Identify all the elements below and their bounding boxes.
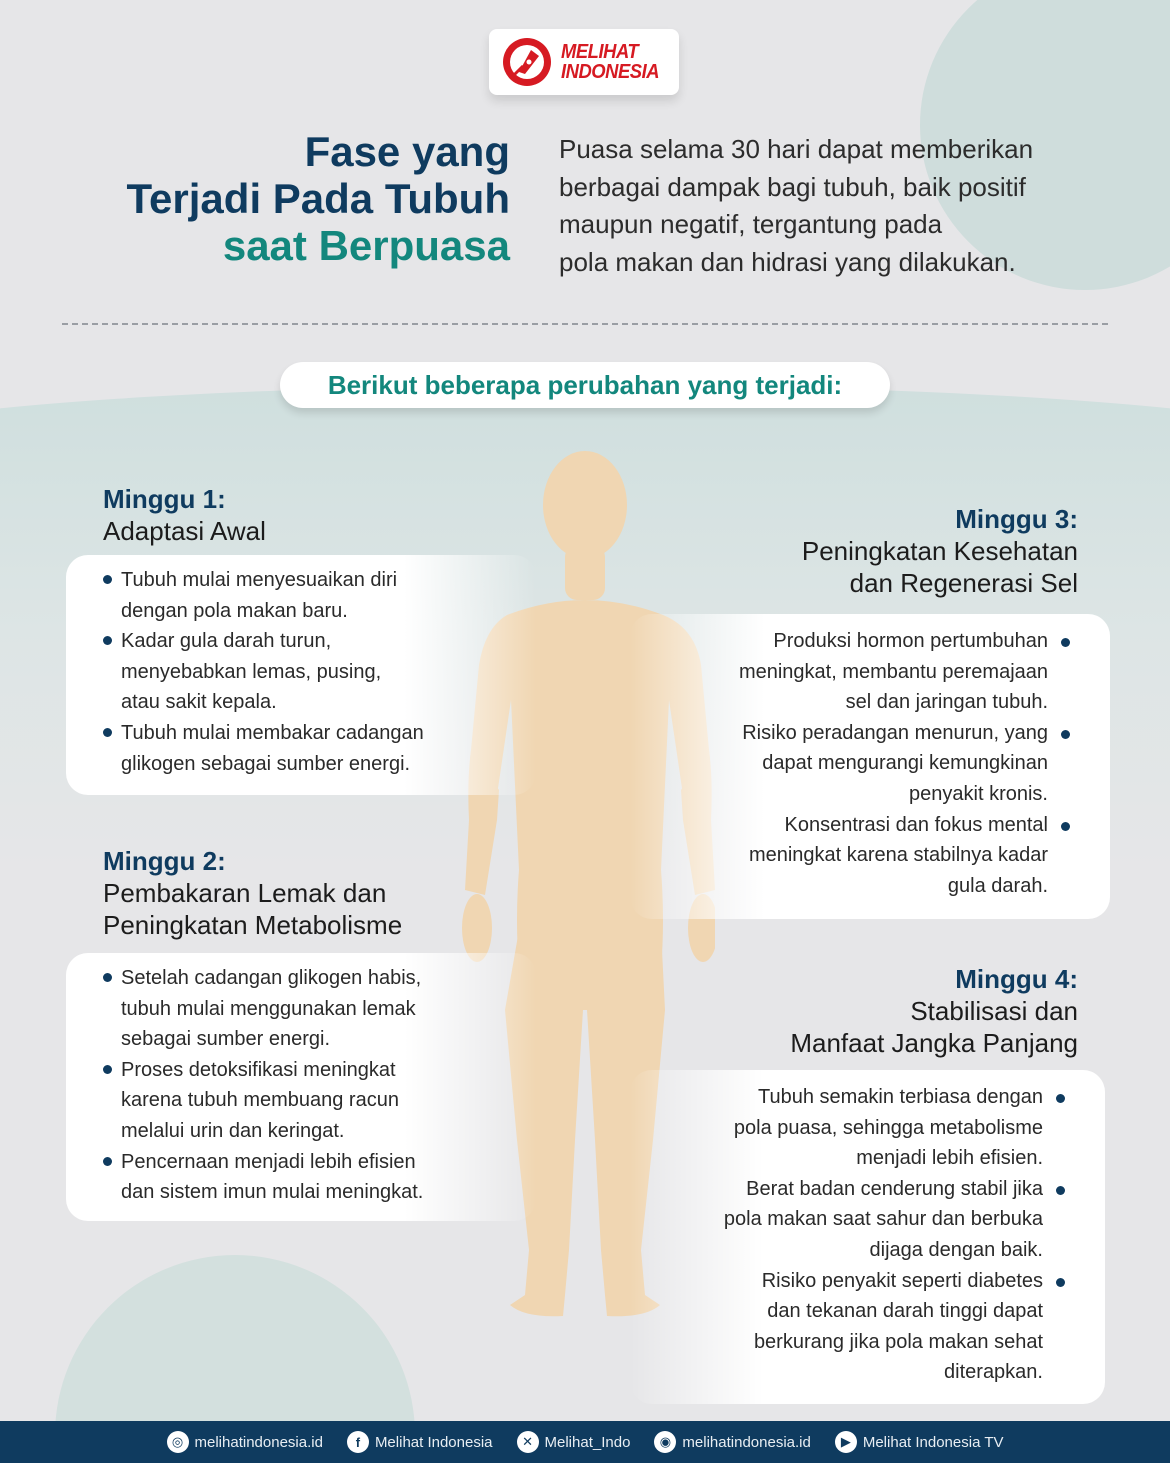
list-item-line: sebagai sumber energi. <box>121 1028 331 1051</box>
list-item-line: Kadar gula darah turun, <box>121 630 332 653</box>
week-4-title-line: Manfaat Jangka Panjang <box>790 1028 1078 1058</box>
list-item-line: gula darah. <box>947 874 1048 897</box>
brand-logo[interactable] <box>489 29 679 95</box>
list-item-line: sel dan jaringan tubuh. <box>845 691 1048 714</box>
week-3-label: Minggu 3: <box>955 504 1078 534</box>
week-2-heading <box>103 845 402 941</box>
week-2-list <box>103 963 536 1208</box>
week-2-label: Minggu 2: <box>103 846 226 876</box>
list-item <box>103 1055 536 1147</box>
footer-link-text: Melihat Indonesia TV <box>862 1433 1004 1451</box>
list-item-line: Pencernaan menjadi lebih efisien <box>121 1150 416 1173</box>
list-item-line: menyebabkan lemas, pusing, <box>121 660 382 683</box>
footer-link-youtube[interactable] <box>835 1431 1004 1453</box>
intro-line: pola makan dan hidrasi yang dilakukan. <box>559 246 1016 277</box>
list-item <box>630 810 1070 902</box>
footer-link-text: Melihat Indonesia <box>374 1433 493 1451</box>
week-1-heading <box>103 483 266 547</box>
list-item <box>103 565 536 626</box>
list-item-line: tubuh mulai menggunakan lemak <box>121 997 416 1020</box>
list-item <box>630 718 1070 810</box>
week-4-label: Minggu 4: <box>955 964 1078 994</box>
page-title <box>127 128 510 269</box>
globe-icon: ◎ <box>167 1431 189 1453</box>
week-3-title-line: Peningkatan Kesehatan <box>801 536 1078 566</box>
brand-wordmark <box>561 42 659 82</box>
week-4-heading <box>790 963 1078 1059</box>
list-item-line: Tubuh semakin terbiasa dengan <box>758 1086 1043 1108</box>
week-4-list <box>630 1082 1065 1388</box>
footer-link-text: Melihat_Indo <box>544 1433 631 1451</box>
list-item-line: Risiko peradangan menurun, yang <box>742 721 1048 744</box>
intro-line: maupun negatif, tergantung pada <box>559 209 943 239</box>
youtube-icon: ▶ <box>835 1431 857 1453</box>
list-item-line: Tubuh mulai menyesuaikan diri <box>121 569 398 591</box>
week-4-card <box>630 1070 1105 1404</box>
week-3-list <box>630 626 1070 901</box>
list-item-line: dengan pola makan baru. <box>121 599 348 622</box>
list-item-line: Tubuh mulai membakar cadangan <box>121 721 424 744</box>
list-item-line: dan tekanan darah tinggi dapat <box>767 1300 1043 1323</box>
list-item-line: Konsentrasi dan fokus mental <box>784 813 1048 836</box>
footer-link-text: melihatindonesia.id <box>194 1433 323 1451</box>
list-item-line: pola puasa, sehingga metabolisme <box>733 1116 1043 1139</box>
list-item-line: Setelah cadangan glikogen habis, <box>121 967 422 989</box>
week-3-card <box>630 614 1110 919</box>
list-item-line: melalui urin dan keringat. <box>121 1119 345 1142</box>
subtitle-pill <box>280 362 890 408</box>
list-item-line: karena tubuh membuang racun <box>121 1089 399 1112</box>
week-3-heading <box>802 503 1078 599</box>
week-1-title: Adaptasi Awal <box>103 516 266 546</box>
title-line-3: saat Berpuasa <box>222 222 510 269</box>
title-line-1: Fase yang <box>304 128 510 175</box>
brand-line-1: MELIHAT <box>561 41 639 63</box>
list-item-line: berkurang jika pola makan sehat <box>753 1330 1043 1353</box>
list-item <box>630 1082 1065 1174</box>
brand-line-2: INDONESIA <box>561 61 660 83</box>
pen-nib-logo-icon <box>501 36 553 88</box>
list-item <box>103 963 536 1055</box>
list-item-line: meningkat karena stabilnya kadar <box>748 844 1048 867</box>
list-item <box>630 626 1070 718</box>
social-footer <box>0 1421 1170 1463</box>
list-item-line: dapat mengurangi kemungkinan <box>762 752 1048 775</box>
list-item-line: penyakit kronis. <box>909 782 1048 805</box>
list-item-line: menjadi lebih efisien. <box>856 1147 1043 1170</box>
list-item-line: meningkat, membantu peremajaan <box>738 660 1048 683</box>
list-item-line: Produksi hormon pertumbuhan <box>773 630 1048 652</box>
week-4-title-line: Stabilisasi dan <box>910 996 1078 1026</box>
list-item-line: diterapkan. <box>944 1361 1043 1384</box>
week-2-card <box>66 953 536 1221</box>
week-1-list <box>103 565 536 779</box>
list-item-line: dan sistem imun mulai meningkat. <box>121 1181 424 1204</box>
list-item-line: Risiko penyakit seperti diabetes <box>761 1269 1043 1292</box>
intro-paragraph <box>559 131 1079 281</box>
week-2-title-line: Pembakaran Lemak dan <box>103 878 387 908</box>
footer-link-facebook[interactable] <box>347 1431 493 1453</box>
list-item <box>103 1147 536 1208</box>
facebook-icon: f <box>347 1431 369 1453</box>
list-item <box>103 718 536 779</box>
dashed-divider <box>62 323 1108 325</box>
list-item-line: Berat badan cenderung stabil jika <box>746 1177 1043 1200</box>
list-item-line: glikogen sebagai sumber energi. <box>121 752 411 775</box>
list-item-line: dijaga dengan baik. <box>869 1238 1043 1261</box>
week-2-title-line: Peningkatan Metabolisme <box>103 910 403 940</box>
intro-line: Puasa selama 30 hari dapat memberikan <box>559 134 1034 164</box>
subtitle-text: Berikut beberapa perubahan yang terjadi: <box>327 369 843 400</box>
week-3-title-line: dan Regenerasi Sel <box>849 568 1078 598</box>
x-icon: ✕ <box>517 1431 539 1453</box>
list-item <box>630 1174 1065 1266</box>
list-item <box>103 626 536 718</box>
footer-link-x[interactable] <box>517 1431 631 1453</box>
week-1-card <box>66 555 536 795</box>
footer-link-instagram[interactable] <box>654 1431 810 1453</box>
list-item-line: Proses detoksifikasi meningkat <box>121 1058 396 1081</box>
week-1-label: Minggu 1: <box>103 484 226 514</box>
list-item-line: atau sakit kepala. <box>121 691 277 714</box>
list-item <box>630 1266 1065 1388</box>
title-line-2: Terjadi Pada Tubuh <box>126 175 510 222</box>
footer-link-text: melihatindonesia.id <box>682 1433 811 1451</box>
instagram-icon: ◉ <box>654 1431 676 1453</box>
intro-line: berbagai dampak bagi tubuh, baik positif <box>559 171 1026 202</box>
list-item-line: pola makan saat sahur dan berbuka <box>723 1208 1043 1231</box>
footer-link-website[interactable] <box>167 1431 323 1453</box>
